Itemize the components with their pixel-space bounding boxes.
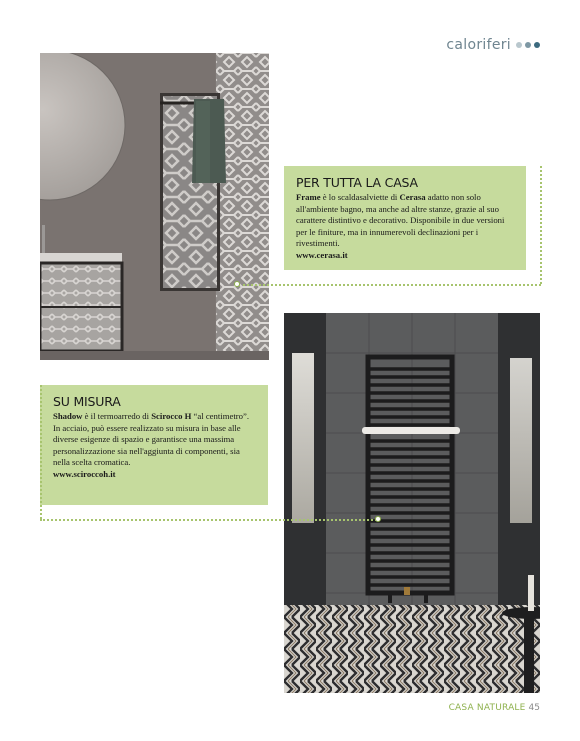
shadow-leader-vertical: [40, 385, 42, 519]
cerasa-website-link[interactable]: www.cerasa.it: [296, 249, 348, 260]
section-dot-1: [516, 42, 522, 48]
brand-name-cerasa: Cerasa: [399, 192, 426, 202]
article-shadow-box: [40, 385, 268, 505]
shadow-leader-horizontal: [40, 519, 377, 521]
section-header: [446, 37, 540, 53]
article-frame-title: PER TUTTA LA CASA: [296, 175, 418, 190]
article-shadow-text-1: è il termoarredo di: [82, 411, 152, 421]
article-shadow-text-2: “al centimetro”. In acciaio, può essere realizzato su misura in base alle diverse esigenze di spazio e garantisce una massima personalizzazione sia nell'aggiunta di componenti, sia nella scelta cromatica.: [53, 411, 250, 468]
magazine-name: CASA NATURALE: [448, 703, 526, 713]
article-frame-box: [284, 166, 526, 270]
article-frame-text-1: è lo scaldasalviette di: [320, 192, 400, 202]
section-title: caloriferi: [446, 37, 511, 53]
brand-name-scirocco: Scirocco H: [151, 411, 192, 421]
product-name-shadow: Shadow: [53, 411, 83, 421]
section-dot-3: [534, 42, 540, 48]
page-number: 45: [528, 703, 540, 713]
page-footer: [449, 703, 540, 713]
sciroccoh-website-link[interactable]: www.sciroccoh.it: [53, 468, 116, 479]
frame-leader-horizontal: [238, 284, 541, 286]
section-dots: [516, 42, 540, 48]
frame-leader-dot: [234, 281, 240, 287]
frame-leader-vertical: [540, 166, 542, 284]
article-shadow-title: SU MISURA: [53, 394, 121, 409]
shadow-radiator-photo: [284, 313, 540, 693]
product-name-frame: Frame: [296, 192, 321, 202]
section-dot-2: [525, 42, 531, 48]
article-frame-body: [296, 192, 516, 262]
article-shadow-body: [53, 411, 258, 481]
frame-radiator-photo: [40, 53, 269, 360]
shadow-leader-dot: [375, 516, 381, 522]
article-frame-text-2: adatto non solo all'ambiente bagno, ma anche ad altre stanze, grazie al suo carattere distintivo e decorativo. Disponibile in due versioni per le finiture, ma in innumerevoli declinazioni per i rivestimenti.: [296, 192, 505, 249]
